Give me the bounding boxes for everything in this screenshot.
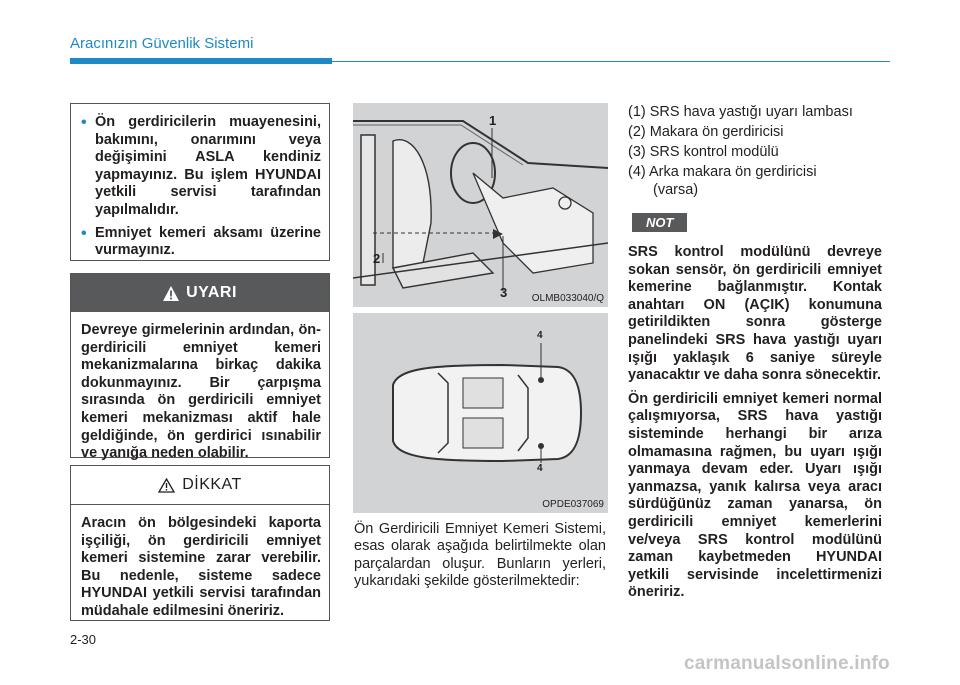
component-item (628, 123, 882, 141)
component-label: (1) SRS hava yastığı uyarı lambası (628, 104, 853, 120)
warning-title: UYARI (186, 284, 237, 301)
warning-text: Devreye girmelerinin ardından, ön-gerdiricili emniyet kemeri mekanizmalarına birkaç dakika dokunmayınız. Bir çarpışma sırasında ön gerdiricili emniyet kemeri mekanizması aktif hale geldiğinde, ön gerdirici ısınabilir ve yanığa neden olabilir. (81, 322, 321, 462)
caution-header (71, 466, 329, 505)
note-tag: NOT (632, 213, 687, 232)
component-item (628, 163, 882, 199)
header-rule-thin (332, 61, 890, 62)
caution-box (70, 465, 330, 621)
precaution-list (81, 110, 321, 260)
topview-figure (353, 313, 608, 513)
figure-caption: OPDE037069 (542, 499, 604, 510)
intro-paragraph: Ön Gerdiricili Emniyet Kemeri Sistemi, esas olarak aşağıda belirtilmekte olan parçalardan oluşur. Bunların yerleri, yukarıdaki şekilde gösterilmektedir: (354, 521, 606, 590)
warning-header (71, 274, 329, 312)
callout-4-top: 4 (537, 330, 543, 341)
warning-icon (163, 286, 179, 301)
caution-title: DİKKAT (182, 476, 242, 493)
watermark: carmanualsonline.info (684, 653, 890, 674)
interior-illustration (353, 103, 608, 307)
page-number: 2-30 (70, 632, 97, 647)
component-label: (3) SRS kontrol modülü (628, 144, 779, 160)
warning-box (70, 273, 330, 462)
right-column (628, 103, 882, 608)
precaution-item: • Emniyet kemeri aksamı üzerine vurmayınız. (81, 225, 321, 260)
component-item (628, 143, 882, 161)
caution-text: Aracın ön bölgesindeki kaporta işçiliği, ön gerdiricili emniyet kemeri sistemine zarar verebilir. Bu nedenle, sisteme sadece HYUNDAI yetkili servisi tarafından müdahale edilmesini öneririz. (81, 515, 321, 619)
topview-illustration (353, 313, 608, 513)
caution-icon (158, 478, 175, 493)
note-paragraph: Ön gerdiricili emniyet kemeri normal çalışmıyorsa, SRS hava yastığı sisteminde herhangi bir arıza olmamasına rağmen, bu uyarı ışığı yanmaya devam eder. Uyarı ışığı yanmazsa, yanık kalırsa veya aracı sürdüğünüz zaman yanarsa, ön gerdiricili emniyet kemerlerini ve/veya SRS kontrol modülünü zaman kaybetmeden HYUNDAI yetkili servisinde incelettirmenizi öneririz. (628, 390, 882, 601)
header-rule-thick (70, 58, 332, 64)
callout-2: 2 (373, 251, 381, 266)
interior-figure (353, 103, 608, 307)
section-title: Aracınızın Güvenlik Sistemi (70, 35, 254, 52)
component-sublabel: (varsa) (653, 182, 699, 198)
precaution-item: • Ön gerdiricilerin muayenesini, bakımını, onarımını veya değişimini ASLA kendiniz yapmayınız. Bu işlem HYUNDAI yetkili servisi tarafından yapılmalıdır. (81, 114, 321, 220)
note-paragraph: SRS kontrol modülünü devreye sokan sensör, ön gerdiricili emniyet kemerine bağlanmıştır. Kontak anahtarı ON (AÇIK) konumuna getirildikten sonra gösterge panelindeki SRS hava yastığı uyarı ışığı yaklaşık 6 saniye süreyle yanacaktır ve daha sonra sönecektir. (628, 244, 882, 384)
component-label: (4) Arka makara ön gerdiricisi (628, 164, 817, 180)
component-item (628, 103, 882, 121)
figure-caption: OLMB033040/Q (531, 293, 604, 304)
callout-4-bottom: 4 (537, 463, 543, 474)
component-label: (2) Makara ön gerdiricisi (628, 124, 784, 140)
callout-3: 3 (500, 285, 508, 300)
precaution-box (70, 103, 330, 261)
callout-1: 1 (489, 113, 497, 128)
